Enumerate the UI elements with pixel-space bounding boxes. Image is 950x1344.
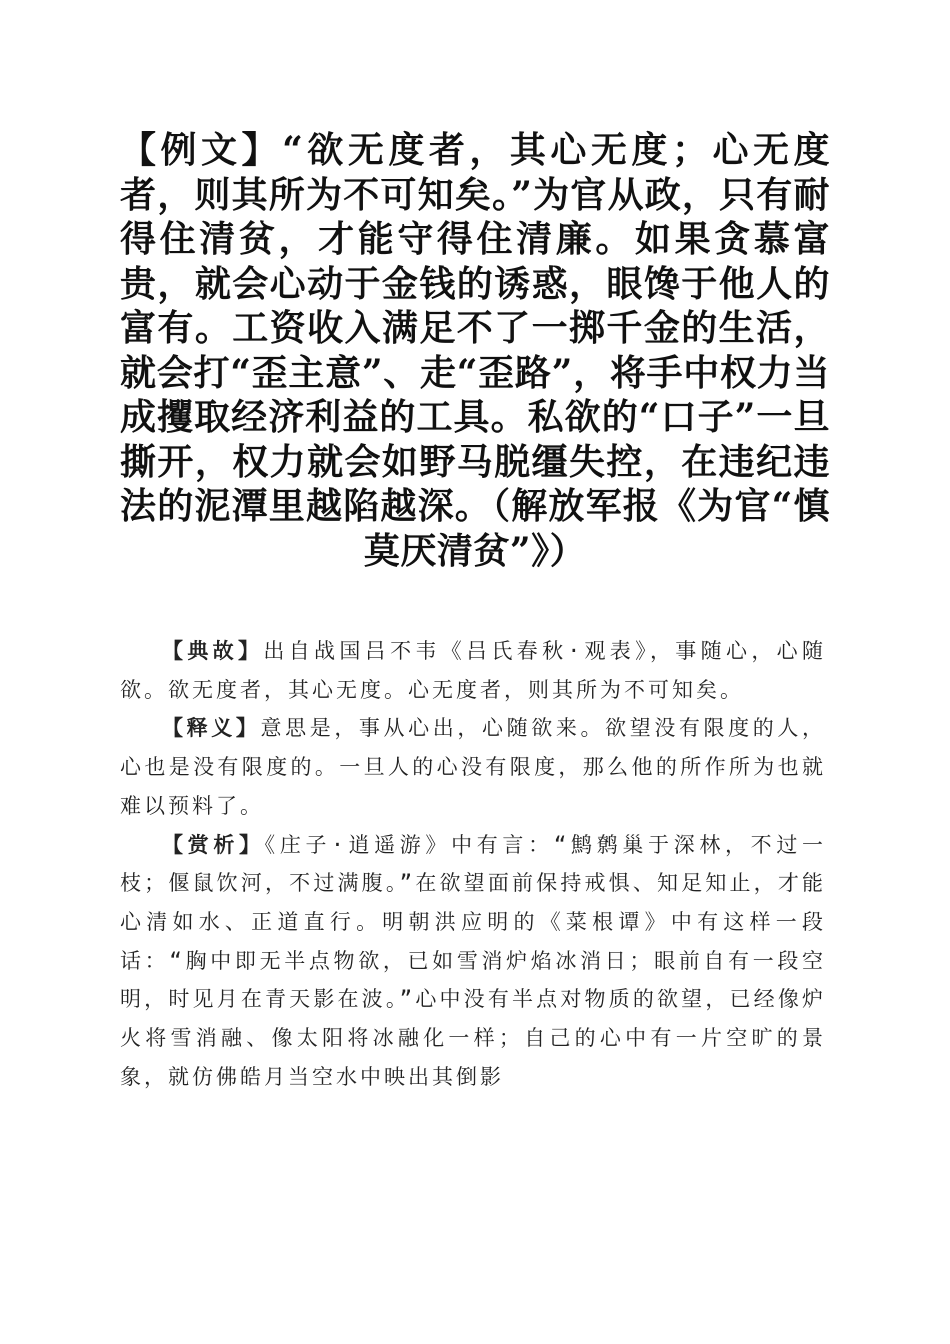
allusion-tag: 【典故】 bbox=[162, 639, 264, 663]
interpretation-paragraph bbox=[120, 709, 826, 825]
example-paragraph bbox=[120, 128, 830, 573]
allusion-text: 出自战国吕不韦《吕氏春秋·观表》，事随心，心随欲。欲无度者，其心无度。心无度者，则其所为不可知矣。 bbox=[120, 639, 826, 702]
analysis-paragraph bbox=[120, 826, 826, 1097]
commentary-section bbox=[120, 632, 826, 1096]
interpretation-text: 意思是，事从心出，心随欲来。欲望没有限度的人，心也是没有限度的。一旦人的心没有限度，那么他的所作所为也就难以预料了。 bbox=[120, 716, 827, 818]
analysis-tag: 【赏析】 bbox=[162, 832, 265, 857]
analysis-text: 《庄子·逍遥游》中有言：“鹪鹩巢于深林，不过一枝；偃鼠饮河，不过满腹。”在欲望面前保持戒惧、知足知止，才能心清如水、正道直行。明朝洪应明的《菜根谭》中有这样一段话：“胸中即无半点物欲，已如雪消炉焰冰消日；眼前自有一段空明，时见月在青天影在波。”心中没有半点对物质的欲望，已经像炉火将雪消融、像太阳将冰融化一样；自己的心中有一片空旷的景象，就仿佛皓月当空水中映出其倒影 bbox=[120, 832, 826, 1089]
example-text: “欲无度者，其心无度；心无度者，则其所为不可知矣。”为官从政，只有耐得住清贫，才能守得住清廉。如果贪慕富贵，就会心动于金钱的诱惑，眼馋于他人的富有。工资收入满足不了一掷千金的生活，就会打“歪主意”、走“歪路”，将手中权力当成攫取经济利益的工具。私欲的“口子”一旦撕开，权力就会如野马脱缰失控，在违纪违法的泥潭里越陷越深。（解放军报《为官“慎莫厌清贫”》） bbox=[120, 129, 830, 572]
interpretation-tag: 【释义】 bbox=[162, 716, 261, 741]
allusion-paragraph bbox=[120, 632, 826, 709]
example-tag: 【例文】 bbox=[120, 129, 283, 171]
